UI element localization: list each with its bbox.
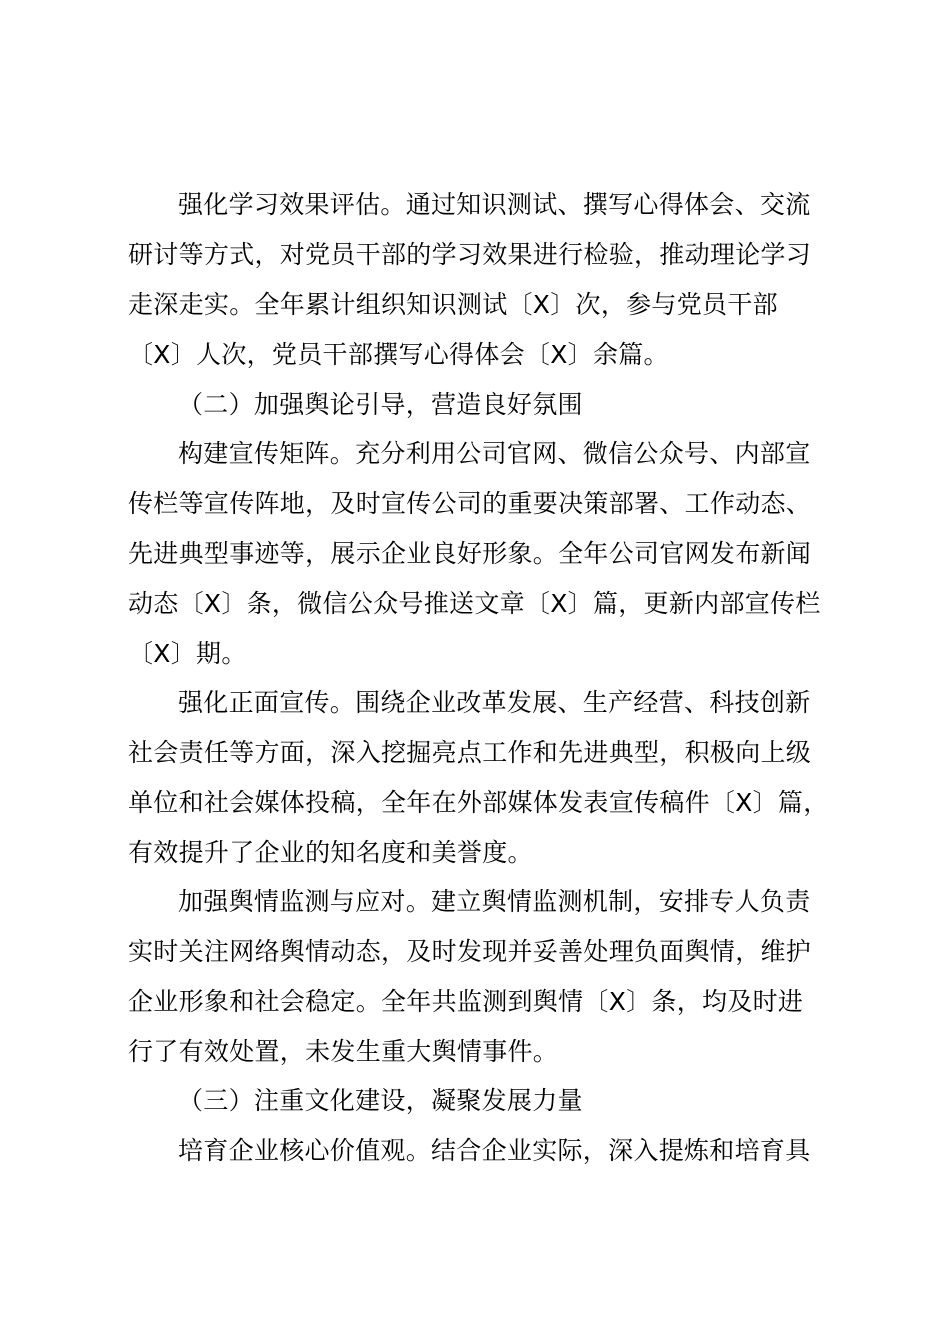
- paragraph-line: 〔X〕期。: [128, 639, 247, 668]
- paragraph-line: 强化正面宣传。围绕企业改革发展、生产经营、科技创新: [178, 688, 811, 717]
- paragraph-line: 走深走实。全年累计组织知识测试〔X〕次，参与党员干部: [128, 290, 778, 319]
- section-heading: （二）加强舆论引导，营造良好氛围: [178, 390, 583, 419]
- paragraph-line: 动态〔X〕条，微信公众号推送文章〔X〕篇，更新内部宣传栏: [128, 589, 821, 618]
- paragraph-line: 实时关注网络舆情动态，及时发现并妥善处理负面舆情，维护: [128, 937, 812, 966]
- paragraph-line: 社会责任等方面，深入挖掘亮点工作和先进典型，积极向上级: [128, 738, 812, 767]
- paragraph-line: 企业形象和社会稳定。全年共监测到舆情〔X〕条，均及时进: [128, 987, 804, 1016]
- paragraph-line: 〔X〕人次，党员干部撰写心得体会〔X〕余篇。: [128, 340, 669, 369]
- paragraph-line: 传栏等宣传阵地，及时宣传公司的重要决策部署、工作动态、: [128, 489, 812, 518]
- paragraph-line: 有效提升了企业的知名度和美誉度。: [128, 838, 533, 867]
- section-heading: （三）注重文化建设，凝聚发展力量: [178, 1086, 583, 1115]
- paragraph-line: 培育企业核心价值观。结合企业实际，深入提炼和培育具: [178, 1136, 811, 1165]
- paragraph-line: 加强舆情监测与应对。建立舆情监测机制，安排专人负责: [178, 887, 811, 916]
- paragraph-line: 行了有效处置，未发生重大舆情事件。: [128, 1037, 559, 1066]
- paragraph-line: 构建宣传矩阵。充分利用公司官网、微信公众号、内部宣: [178, 439, 811, 468]
- paragraph-line: 研讨等方式，对党员干部的学习效果进行检验，推动理论学习: [128, 240, 812, 269]
- paragraph-line: 先进典型事迹等，展示企业良好形象。全年公司官网发布新闻: [128, 539, 812, 568]
- paragraph-line: 强化学习效果评估。通过知识测试、撰写心得体会、交流: [178, 190, 811, 219]
- paragraph-line: 单位和社会媒体投稿，全年在外部媒体发表宣传稿件〔X〕篇，: [128, 788, 829, 817]
